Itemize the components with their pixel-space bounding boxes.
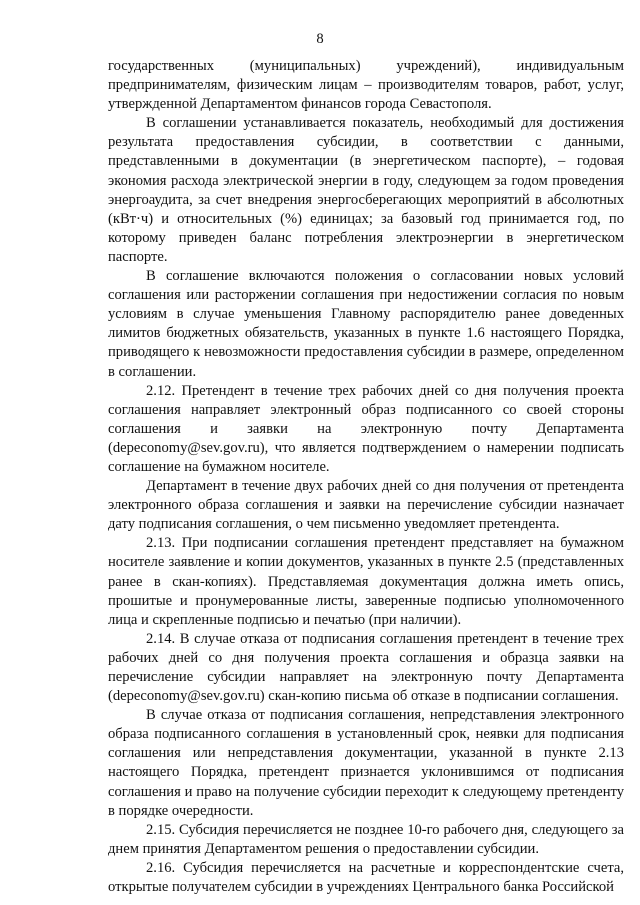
paragraph-2-14: 2.14. В случае отказа от подписания соглашения претендент в течение трех рабочих дней со дня получения проекта соглашения и образца заявки на перечисление субсидии направляет на электронную почту Департамента (depeconomy@sev.gov.ru) скан-копию письма об отказе в подписании соглашения. bbox=[108, 630, 624, 705]
paragraph-indicator: В соглашении устанавливается показатель, необходимый для достижения результата предоставления субсидии, в соответствии с данными, представленными в документации (в энергетическом паспорте), – годовая экономия расхода электрической энергии в году, следующем за годом проведения энергоаудита, за счет внедрения энергосберегающих мероприятий в абсолютных (кВт·ч) и относительных (%) единицах; за базовый год принимается год, по которому приведен баланс потребления электроэнергии в энергетическом паспорте. bbox=[108, 115, 624, 265]
paragraph-refusal: В случае отказа от подписания соглашения, непредставления электронного образа подписанного соглашения в установленный срок, неявки для подписания соглашения или непредставления документации, указанной в пункте 2.13 настоящего Порядка, претендент признается уклонившимся от подписания соглашения и право на получение субсидии переходит к следующему претенденту в порядке очередности. bbox=[108, 707, 624, 819]
paragraph-department-date: Департамент в течение двух рабочих дней со дня получения от претендента электронного образа соглашения и заявки на перечисление субсидии назначает дату подписания соглашения, о чем письменно уведомляет претендента. bbox=[108, 478, 624, 533]
paragraph-2-13: 2.13. При подписании соглашения претендент представляет на бумажном носителе заявление и копии документов, указанных в пункте 2.5 (представленных ранее в скан-копиях). Представляемая документация должна иметь опись, прошитые и пронумерованные листы, заверенные подписью уполномоченного лица и скрепленные подписью и печатью (при наличии). bbox=[108, 535, 624, 628]
paragraph-2-16: 2.16. Субсидия перечисляется на расчетные и корреспондентские счета, открытые получателем субсидии в учреждениях Центрального банка Российской bbox=[108, 859, 624, 896]
paragraph-agreement-terms: В соглашение включаются положения о согласовании новых условий соглашения или расторжении соглашения при недостижении согласия по новым условиям в случае уменьшения Главному распорядителю ранее доведенных лимитов бюджетных обязательств, указанных в пункте 1.6 настоящего Порядка, приводящего к невозможности предоставления субсидии в размере, определенном в соглашении. bbox=[108, 268, 624, 380]
page-number: 8 bbox=[316, 31, 324, 47]
paragraph-2-15: 2.15. Субсидия перечисляется не позднее 10-го рабочего дня, следующего за днем принятия Департаментом решения о предоставлении субсидии. bbox=[108, 821, 624, 857]
document-body bbox=[108, 57, 624, 897]
paragraph-continuation: государственных (муниципальных) учреждений), индивидуальным предпринимателям, физическим лицам – производителям товаров, работ, услуг, утвержденной Департаментом финансов города Севастополя. bbox=[108, 58, 624, 113]
paragraph-2-12: 2.12. Претендент в течение трех рабочих дней со дня получения проекта соглашения направляет электронный образ подписанного со своей стороны соглашения и заявки на электронную почту Департамента (depeconomy@sev.gov.ru), что является подтверждением о намерении подписать соглашение на бумажном носителе. bbox=[108, 382, 624, 475]
